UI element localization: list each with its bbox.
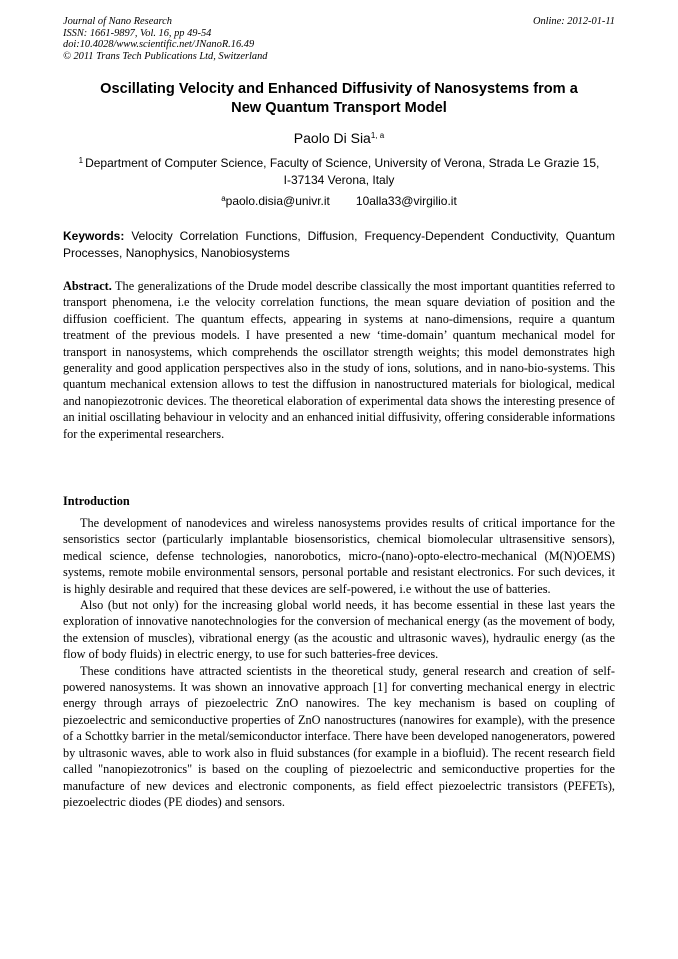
email-marker: a	[221, 194, 226, 203]
intro-paragraph-3: These conditions have attracted scientists in the theoretical study, general research and creation of self-powered nanosystems. It was shown an innovative approach [1] for converting mechanical energy in electric energy through arrays of piezoelectric ZnO nanowires. The key mechanism is based on coupling of piezoelectric and semiconductive properties of ZnO nanostructures (nanowires for example), with the presence of a Schottky barrier in the metal/semiconductor interface. There have been developed nanogenerators, powered by ultrasonic waves, able to work also in fluid substances (for example in a biofluid). The recent research field called "nanopiezotronics" is based on the coupling of piezoelectric and semiconductive properties for the manufacture of new devices and electronic components, as field effect piezoelectric transistors (PEFETs), piezoelectric diodes (PE diodes) and sensors.	[63, 663, 615, 809]
keywords-label: Keywords:	[63, 229, 125, 243]
author-superscript: 1, a	[370, 131, 385, 140]
journal-doi: doi:10.4028/www.scientific.net/JNanoR.16.49	[63, 39, 255, 51]
journal-name: Journal of Nano Research	[63, 16, 172, 27]
abstract-text: The generalizations of the Drude model describe classically the most important quantities referred to transport phenomena, i.e the velocity correlation functions, the mean square deviation of position and the diffusion coefficient. The quantum effects, appearing in systems at nano-dimensions, require a quantum treatment of the previous models. I have presented a new ‘time-domain’ quantum mechanical model for transport in nanosystems, which comprehends the oscillator strength weights; this model demonstrates high generality and good application perspectives also in the study of ions, solutions, and in nano-bio-systems. This quantum mechanical extension allows to test the diffusion in nanostructured materials for biological, medical and nanopiezotronic devices. The theoretical elaboration of experimental data shows the interesting presence of an initial oscillating behaviour in velocity and an enhanced initial diffusivity, offering considerable informations for the experimental researchers.	[63, 279, 615, 441]
author-name: Paolo Di Sia	[293, 130, 371, 146]
section-heading-introduction: Introduction	[63, 494, 130, 508]
abstract	[63, 278, 615, 442]
abstract-label: Abstract.	[63, 279, 112, 293]
author-line	[63, 129, 615, 147]
affiliation-marker: 1	[78, 156, 84, 165]
journal-issn: ISSN: 1661-9897, Vol. 16, pp 49-54	[63, 27, 212, 39]
email-primary[interactable]: paolo.disia@univr.it	[225, 194, 330, 208]
affiliation-line-1: Department of Computer Science, Faculty of Science, University of Verona, Strada Le Grazie 15,	[85, 156, 600, 170]
journal-header	[63, 16, 615, 62]
affiliation	[63, 155, 615, 188]
intro-paragraph-2: Also (but not only) for the increasing global world needs, it has become essential in these last years the exploration of innovative nanotechnologies for the conversion of mechanical energy (as the movement of body, the extension of muscles), vibrational energy (as the acoustic and ultrasonic waves), hydraulic energy (as the flow of body fluids) in electric energy, to use for such batteries-free devices.	[63, 598, 615, 662]
introduction-body	[63, 515, 615, 810]
paper-title	[63, 80, 615, 118]
affiliation-line-2: I-37134 Verona, Italy	[283, 172, 395, 187]
email-secondary[interactable]: 10alla33@virgilio.it	[355, 194, 457, 208]
author-emails	[63, 193, 615, 209]
keywords-text: Velocity Correlation Functions, Diffusion, Frequency-Dependent Conductivity, Quantum Processes, Nanophysics, Nanobiosystems	[63, 229, 615, 260]
title-line-2: New Quantum Transport Model	[231, 100, 447, 116]
intro-paragraph-1: The development of nanodevices and wireless nanosystems provides results of critical importance for the sensoristics sector (particularly implantable biosensoristics, chemical biomolecular ultrasensitive sensors), medical science, defense technologies, nanorobotics, micro-(nano)-opto-electro-mechanical (M(N)OEMS) systems, remote mobile environmental sensors, personal portable and resistant electronics. For such devices, it is highly desirable and required that these devices are self-powered, i.e without the use of batteries.	[63, 516, 615, 596]
online-date: Online: 2012-01-11	[532, 16, 615, 27]
journal-copyright: © 2011 Trans Tech Publications Ltd, Switzerland	[63, 50, 268, 62]
keywords	[63, 228, 615, 261]
title-line-1: Oscillating Velocity and Enhanced Diffusivity of Nanosystems from a	[100, 81, 578, 97]
